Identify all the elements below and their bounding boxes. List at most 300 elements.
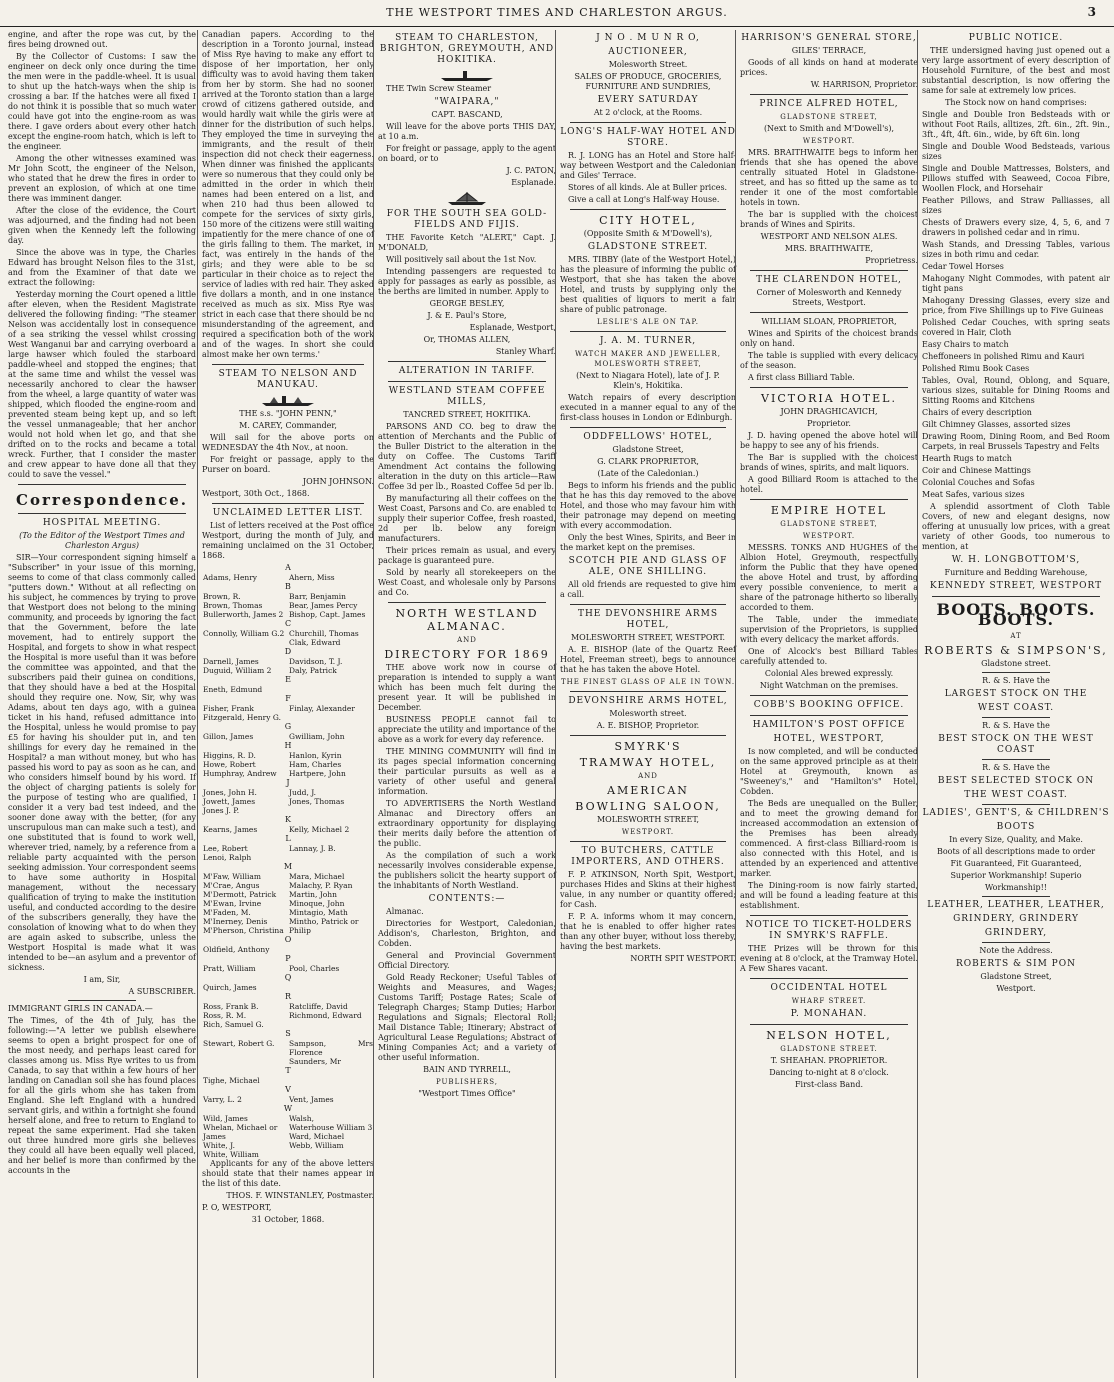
ad-heading: ODDFELLOWS' HOTEL, bbox=[583, 432, 713, 442]
ad-subheading: HOTEL, WESTPORT, bbox=[773, 734, 885, 744]
ad-text: Their prices remain as usual, and every package is guaranteed pure. bbox=[378, 546, 556, 565]
ad-street: MOLESWORTH STREET, bbox=[596, 815, 700, 824]
ad-role: Proprietress. bbox=[865, 256, 918, 265]
ad-text: First-class Band. bbox=[795, 1080, 863, 1089]
ad-text: Intending passengers are requested to apply for passages as early as possible, as the berths are limited in number. Apply to bbox=[378, 267, 556, 296]
ad-signature: J. C. PATON, bbox=[506, 166, 556, 175]
divider bbox=[570, 331, 726, 332]
list-item: Chairs of every description bbox=[922, 408, 1032, 417]
letter-group-heading: Q bbox=[284, 973, 292, 982]
letter-group-heading: F bbox=[285, 694, 291, 703]
divider bbox=[982, 942, 1050, 943]
divider bbox=[750, 270, 908, 271]
list-item: Cedar Towel Horses bbox=[922, 262, 1004, 271]
ad-town: WESTPORT. bbox=[621, 828, 675, 836]
letter-group-heading: R bbox=[284, 992, 292, 1001]
ad-text: A. E. BISHOP (late of the Quartz Reef Hotel, Freeman street), begs to announce that he has taken the above Hotel. bbox=[560, 645, 736, 674]
ad-heading: STEAM TO CHARLESTON, BRIGHTON, GREYMOUTH, AND HOKITIKA. bbox=[379, 33, 555, 65]
ad-text: BEST STOCK ON THE WEST COAST bbox=[938, 734, 1094, 755]
ad-commander: M. CAREY, Commander, bbox=[239, 421, 337, 430]
ad-street: Molesworth street. bbox=[609, 709, 687, 718]
table-cell: M'Pherson, Christina bbox=[203, 926, 284, 935]
table-row bbox=[202, 917, 374, 926]
ad-heading: ROBERTS & SIMPSON'S, bbox=[924, 644, 1108, 657]
list-item: Single and Double Mattresses, Bolsters, and Pillows stuffed with Seaweed, Cocoa Fibre, Woollen Flock, and Horsehair bbox=[922, 164, 1110, 193]
table-cell: M'Inerney, Denis bbox=[203, 917, 268, 926]
table-row bbox=[202, 657, 374, 666]
list-item: Coir and Chinese Mattings bbox=[922, 466, 1031, 475]
ad-heading: WESTLAND STEAM COFFEE MILLS, bbox=[388, 386, 546, 407]
letter-group-table bbox=[202, 964, 374, 973]
letter-group-heading: K bbox=[285, 815, 291, 824]
table-row bbox=[202, 844, 374, 853]
ad-text: Begs to inform his friends and the public that he has this day removed to the above Hotel, and those who may favour him with their patronage may depend on meeting with every accommodation. bbox=[560, 481, 736, 530]
table-row bbox=[202, 573, 374, 582]
ad-text: THE Prizes will be thrown for this evening at 8 o'clock, at the Tramway Hotel. A Few Shares vacant. bbox=[740, 944, 918, 973]
divider bbox=[750, 94, 908, 95]
letter-group-table bbox=[202, 704, 374, 722]
ad-proprietor: P. MONAHAN. bbox=[790, 1009, 868, 1019]
letter-group-table bbox=[202, 825, 374, 834]
divider bbox=[570, 691, 726, 692]
ad-conjunction: AND bbox=[638, 772, 658, 780]
list-item: Cheffoneers in polished Rimu and Kauri bbox=[922, 352, 1085, 361]
table-cell: Lenoi, Ralph bbox=[203, 853, 252, 862]
ad-text: The Dining-room is now fairly started, and will be found a leading feature at this establishment. bbox=[740, 881, 918, 910]
ad-heading: STEAM TO NELSON AND MANUKAU. bbox=[218, 369, 358, 390]
ad-text: The Table, under the immediate supervision of the Proprietors, is supplied with every delicacy the market affords. bbox=[740, 615, 918, 644]
table-cell: Malachy, P. Ryan bbox=[289, 881, 353, 890]
letter-group-heading: S bbox=[285, 1029, 291, 1038]
table-cell: Hartpere, John bbox=[289, 769, 346, 778]
ad-heading: VICTORIA HOTEL. bbox=[761, 392, 897, 405]
ad-captain: CAPT. BASCAND, bbox=[431, 110, 503, 119]
divider bbox=[982, 759, 1050, 760]
table-row bbox=[202, 685, 374, 694]
table-row bbox=[202, 732, 374, 741]
ad-heading: TRAMWAY HOTEL, bbox=[579, 756, 717, 769]
list-item: Colonial Couches and Sofas bbox=[922, 478, 1035, 487]
ad-heading: TO BUTCHERS, CATTLE IMPORTERS, AND OTHERS. bbox=[571, 846, 725, 867]
letter-group-heading: O bbox=[284, 935, 292, 944]
ad-street: Molesworth Street. bbox=[608, 60, 688, 69]
table-cell: Mintagio, Math bbox=[289, 908, 348, 917]
table-row bbox=[202, 1150, 374, 1159]
table-cell: Higgins, R. D. bbox=[203, 751, 256, 760]
ad-text: Colonial Ales brewed expressly. bbox=[764, 669, 894, 678]
article-heading: IMMIGRANT GIRLS IN CANADA.— bbox=[8, 1004, 153, 1013]
table-cell: Jones, John H. bbox=[203, 788, 257, 797]
divider bbox=[750, 499, 908, 500]
article-text: The Times, of the 4th of July, has the following:—"A letter we publish elsewhere seems to open a bright prospect for one of the most needy, and perhaps least cared for classes among us. Miss Rye writes to us from Canada, to say that within a few hours of her landing on Canadian soil she has found places for all the girls whom she has taken from England. She left England with a hundred servant girls, and within a fortnight she found herself alone, and free to return to England to repeat the same experiment. Had she taken out three hundred more girls she believes they could all have been equally well placed, and her belief is more than confirmed by the accounts in the bbox=[8, 1016, 196, 1175]
table-row bbox=[202, 1123, 374, 1132]
table-cell: Finlay, Alexander bbox=[289, 704, 355, 713]
ad-text: The Bar is supplied with the choicest brands of wines, spirits, and malt liquors. bbox=[740, 453, 918, 472]
letter-group-heading: V bbox=[285, 1085, 291, 1094]
letter-group-heading: W bbox=[283, 1104, 293, 1113]
ad-text: Corner of Molesworth and Kennedy Streets, Westport. bbox=[756, 288, 902, 307]
table-cell: Ward, Michael bbox=[289, 1132, 345, 1141]
table-cell: Jowett, James bbox=[203, 797, 256, 806]
column-4 bbox=[555, 30, 740, 1378]
letter-group-table bbox=[202, 872, 374, 935]
ad-heading: LONG'S HALF-WAY HOTEL AND STORE. bbox=[560, 127, 736, 148]
table-cell: Darnell, James bbox=[203, 657, 259, 666]
ad-text: F. P. ATKINSON, North Spit, Westport, purchases Hides and Skins at their highest value, in any number or quantity offered; for Cash. bbox=[560, 870, 736, 909]
table-cell: Humphray, Andrew bbox=[203, 769, 277, 778]
divider bbox=[750, 1024, 908, 1025]
table-cell: Hanlon, Kyrin bbox=[289, 751, 342, 760]
letter-group-heading: M bbox=[283, 862, 293, 871]
list-item: Polished Rimu Book Cases bbox=[922, 364, 1030, 373]
ad-heading: ROBERTS & SIM PON bbox=[956, 959, 1076, 969]
letter-group-heading: J bbox=[286, 778, 290, 787]
ad-heading: J. A. M. TURNER, bbox=[599, 336, 697, 346]
table-cell: Davidson, T. J. bbox=[289, 657, 343, 666]
ad-text: As the compilation of such a work necessarily involves considerable expense, the publishers solicit the hearty support of the inhabitants of North Westland. bbox=[378, 851, 556, 890]
ad-text: For freight or passage, apply to the agent on board, or to bbox=[378, 144, 556, 163]
masthead-title: THE WESTPORT TIMES AND CHARLESTON ARGUS. bbox=[386, 6, 728, 19]
table-row bbox=[202, 964, 374, 973]
table-cell: Brown, R. bbox=[203, 592, 241, 601]
article-text: Canadian papers. According to the description in a Toronto journal, instead of Miss Rye having to make any effort to dispose of her importation, her only difficulty was to avoid having them taken from her by storm. She had no sooner arrived at the Toronto station than a large crowd of citizens gathered outside, and would hardly wait while the girls were at dinner for the distribution of such helps. They employed the time in surveying the immigrants, and the result of their inspection did not check their eagerness. When dinner was finished the applicants were so numerous that they could only be admitted in the order in which their names had been entered on a list, and when 210 had thus been allowed to compete for the services of sixty girls, 150 more of the citizens were still waiting impatiently for the mere chance of one of the girls falling to them. The market, in fact, was entirely in the hands of the girls; and they were able to be so particular in their choice as to reject the service of ladies with red hair. They asked five dollars a month, and in one instance received as much as six. Miss Rye was strict in each case that there should be no misunderstanding of the agreement, and required a specification both of the work and of the wages. In short she could almost make her own terms.' bbox=[202, 30, 374, 359]
table-cell: Duguid, William 2 bbox=[203, 666, 272, 675]
ad-text: PARSONS AND CO. beg to draw the attention of Merchants and the Public of the Buller District to the alteration in the duty on Coffee. The Customs Tariff Amendment Act contains the following alteration in the duty on this article—Raw Coffee 3d per lb., Roasted Coffee 5d per lb. bbox=[378, 422, 556, 491]
ad-text: Will sail for the above ports on WEDNESDAY the 4th Nov., at noon. bbox=[202, 433, 374, 452]
list-item: Polished Cedar Couches, with spring seats covered in Hair, Cloth bbox=[922, 318, 1110, 337]
ad-text: Sold by nearly all storekeepers on the West Coast, and wholesale only by Parsons and Co. bbox=[378, 568, 556, 597]
table-row bbox=[202, 713, 374, 722]
ad-heading: COBB'S BOOKING OFFICE. bbox=[753, 700, 905, 710]
ad-heading: PRINCE ALFRED HOTEL, bbox=[759, 99, 899, 109]
letter-group-heading: T bbox=[285, 1066, 291, 1075]
list-item: Drawing Room, Dining Room, and Bed Room Carpets, in real Brussels Tapestry and Felts bbox=[922, 432, 1110, 451]
list-po: P. O, WESTPORT, bbox=[202, 1203, 272, 1212]
contents-item: General and Provincial Government Official Directory. bbox=[378, 951, 556, 970]
page-number: 3 bbox=[1087, 5, 1096, 19]
list-item: Mahogany Night Commodes, with patent air tight pans bbox=[922, 274, 1110, 293]
letter-title: HOSPITAL MEETING. bbox=[42, 518, 162, 528]
list-item: Hearth Rugs to match bbox=[922, 454, 1012, 463]
ad-date: Westport, 30th Oct., 1868. bbox=[202, 489, 310, 498]
ad-subheading: (Opposite Smith & M'Dowell's), bbox=[583, 229, 713, 238]
divider bbox=[68, 1000, 136, 1001]
ad-conjunction: AND bbox=[457, 636, 477, 644]
ad-heading: NELSON HOTEL, bbox=[766, 1029, 892, 1042]
table-cell: Bear, James Percy bbox=[289, 601, 358, 610]
ad-text: THE undersigned having just opened out a very large assortment of every description of Household Furniture, of the best and most substantial description, is now offering the same for sale at extremely low prices. bbox=[922, 46, 1110, 95]
table-cell bbox=[202, 638, 288, 647]
table-cell: Wild, James bbox=[203, 1114, 248, 1123]
column-5 bbox=[735, 30, 922, 1378]
ad-text: MRS. TIBBY (late of the Westport Hotel,) has the pleasure of informing the public of Westport, that she has taken the above Hotel, and trusts by supplying only the best qualities of liquors to merit a fair share of public patronage. bbox=[560, 255, 736, 314]
ad-town: Westport. bbox=[996, 984, 1036, 993]
table-cell: Clak, Edward bbox=[289, 638, 341, 647]
table-cell: Vent, James bbox=[289, 1095, 334, 1104]
ad-text: LEATHER, LEATHER, LEATHER, bbox=[927, 900, 1105, 910]
ad-ship-name: "WAIPARA," bbox=[434, 97, 500, 107]
ad-text: Fit Guaranteed, Fit Guaranteed, bbox=[950, 859, 1082, 868]
ad-proprietor: WILLIAM SLOAN, PROPRIETOR, bbox=[761, 317, 897, 326]
publisher-names: BAIN AND TYRRELL, bbox=[423, 1065, 511, 1074]
divider bbox=[18, 513, 186, 514]
table-cell: Minoque, John bbox=[289, 899, 345, 908]
divider bbox=[982, 717, 1050, 718]
letter-group-table bbox=[202, 1076, 374, 1085]
letter-group-table bbox=[202, 629, 374, 647]
ad-text: Superior Workmanship! Superio bbox=[950, 871, 1082, 880]
ad-ship-name: THE s.s. "JOHN PENN," bbox=[239, 409, 337, 418]
table-cell: Walsh, bbox=[289, 1114, 314, 1123]
ad-place: Esplanade. bbox=[511, 178, 556, 187]
ad-contact: J. & E. Paul's Store, bbox=[427, 311, 507, 320]
ad-text: LADIES', GENT'S, & CHILDREN'S bbox=[922, 808, 1110, 818]
ad-text: Will positively sail about the 1st Nov. bbox=[386, 255, 537, 264]
table-cell: Ross, Frank B. bbox=[203, 1002, 259, 1011]
article-text: After the close of the evidence, the Court was adjourned, and the finding had not been given when the Kennedy left the following day. bbox=[8, 206, 196, 245]
table-cell: Oldfield, Anthony bbox=[203, 945, 270, 954]
table-cell: Bishop, Capt. James bbox=[289, 610, 366, 619]
table-cell: Daly, Patrick bbox=[289, 666, 337, 675]
ad-heading: HAMILTON'S POST OFFICE bbox=[752, 720, 906, 730]
ad-contact: Or, THOMAS ALLEN, bbox=[423, 335, 511, 344]
letter-group-table bbox=[202, 1039, 374, 1066]
ad-text: MRS. BRAITHWAITE begs to inform her friends that she has opened the above centrally situated Hotel in Gladstone-street, and has so fitted up the same as to render it one of the most comfortable hotels in town. bbox=[740, 148, 918, 207]
ad-text: At 2 o'clock, at the Rooms. bbox=[593, 108, 703, 117]
ad-heading: ALTERATION IN TARIFF. bbox=[398, 366, 536, 376]
ad-text: By manufacturing all their coffees on the West Coast, Parsons and Co. are enabled to supply their superior Coffee, fresh roasted, 2d per lb. below any foreign manufacturers. bbox=[378, 494, 556, 543]
ad-text: R. & S. Have the bbox=[982, 676, 1050, 685]
letter-group-table bbox=[202, 983, 374, 992]
table-cell: Stewart, Robert G. bbox=[203, 1039, 275, 1048]
ad-heading: THE DEVONSHIRE ARMS HOTEL, bbox=[577, 609, 719, 630]
ad-heading: SMYRK'S bbox=[614, 740, 682, 753]
table-cell: Gwilliam, John bbox=[289, 732, 345, 741]
table-cell: Ahern, Miss bbox=[289, 573, 335, 582]
ad-text: The Beds are unequalled on the Buller, and to meet the growing demand for increased accommodation an extension of the Premises has been already commenced. A first-class Billiard-room is also connected with this Hotel, and is attended by an experienced and attentive marker. bbox=[740, 799, 918, 878]
boots-banner: BOOTS. BOOTS. BOOTS. bbox=[936, 600, 1096, 629]
list-signature: THOS. F. WINSTANLEY, Postmaster. bbox=[226, 1191, 374, 1200]
letter-group-heading: E bbox=[285, 675, 291, 684]
ad-heading: NOTICE TO TICKET-HOLDERS IN SMYRK'S RAFFLE. bbox=[745, 920, 913, 941]
letter-group-heading: C bbox=[284, 619, 292, 628]
list-item: Gilt Chimney Glasses, assorted sizes bbox=[922, 420, 1071, 429]
article-text: Among the other witnesses examined was Mr John Scott, the engineer of the Nelson, who stated that he drew the fires in order to prevent an explosion, of which at one time there was imminent danger. bbox=[8, 154, 196, 203]
ad-text: All old friends are requested to give him a call. bbox=[560, 580, 736, 599]
ad-heading: DIRECTORY FOR 1869 bbox=[384, 648, 550, 661]
ad-text: THE Twin Screw Steamer bbox=[386, 84, 492, 93]
ad-heading: DEVONSHIRE ARMS HOTEL, bbox=[568, 696, 728, 706]
ad-proprietor: A. E. BISHOP, Proprietor. bbox=[596, 721, 700, 730]
ad-conjunction: AT bbox=[1010, 632, 1022, 640]
ad-heading: THE CLARENDON HOTEL, bbox=[756, 275, 902, 285]
letter-group-table bbox=[202, 945, 374, 954]
ad-proprietor: MRS. BRAITHWAITE, bbox=[784, 244, 874, 253]
ad-heading: HARRISON'S GENERAL STORE, bbox=[741, 33, 917, 43]
ad-tagline: LESLIE'S ALE ON TAP. bbox=[596, 318, 699, 326]
table-row bbox=[202, 704, 374, 713]
letter-group-table bbox=[202, 592, 374, 619]
letter-signature: A SUBSCRIBER. bbox=[128, 987, 196, 996]
table-cell: Sampson, Mrs Florence bbox=[289, 1039, 373, 1057]
divider bbox=[570, 209, 726, 210]
letter-group-table bbox=[202, 751, 374, 778]
ad-text: THE above work now in course of preparation is intended to supply a want which has been much felt during the present year. It will be published in December. bbox=[378, 663, 556, 712]
table-cell: Whelan, Michael or bbox=[203, 1123, 278, 1132]
table-row bbox=[202, 1095, 374, 1104]
divider bbox=[750, 312, 908, 313]
list-note: Applicants for any of the above letters should state that their names appear in the list of this date. bbox=[202, 1159, 374, 1188]
table-cell: Saunders, Mr bbox=[289, 1057, 341, 1066]
table-cell bbox=[288, 945, 374, 954]
table-cell: Kelly, Michael 2 bbox=[289, 825, 350, 834]
ad-heading: BOWLING SALOON, bbox=[575, 800, 721, 813]
ad-proprietor: JOHN DRAGHICAVICH, bbox=[780, 407, 878, 416]
ad-text: THE WEST COAST. bbox=[964, 790, 1068, 800]
unclaimed-letter-list bbox=[202, 563, 374, 1159]
table-cell bbox=[288, 1020, 374, 1029]
table-cell: Ham, Charles bbox=[289, 760, 342, 769]
ad-heading: J N O . M U N R O, bbox=[596, 33, 700, 43]
list-item: Single and Double Iron Bedsteads with or without Foot Rails, alltizes, 2ft. 6in., 2ft. 9in., 3ft., 4ft, 4ft. 6in., wide, by 6ft 6in. long bbox=[922, 110, 1110, 139]
contents-item: Directories for Westport, Caledonian, Addison's, Charleston, Brighton, and Cobden. bbox=[378, 919, 556, 948]
ad-text: R. J. LONG has an Hotel and Store half-way between Westport and the Caledonian and Giles' Terrace. bbox=[560, 151, 736, 180]
list-item: Chests of Drawers every size, 4, 5, 6, and 7 drawers in polished cedar and in rimu. bbox=[922, 218, 1110, 237]
table-cell: Judd, J. bbox=[289, 788, 317, 797]
ad-text: R. & S. Have the bbox=[982, 763, 1050, 772]
table-row bbox=[202, 666, 374, 675]
column-2 bbox=[197, 30, 378, 1378]
ad-text: A good Billiard Room is attached to the hotel. bbox=[740, 475, 918, 494]
table-row bbox=[202, 890, 374, 899]
article-text: engine, and after the rope was cut, by the fires being drowned out. bbox=[8, 30, 196, 49]
article-text: By the Collector of Customs: I saw the engineer on deck only once during the time the men were in the paddle-wheel. It is usual to shut up the hatch-ways when the ship is crossing a bar. If the hatches were all fixed I do not think it is possible that so much water could have got into the engine-room as was there. I gave orders about every other hatch except the engine-room hatch, which is left to the engineer. bbox=[8, 52, 196, 151]
divider bbox=[570, 841, 726, 842]
ad-text: A splendid assortment of Cloth Table Covers, of new and elegant designs, now offering at unusually low prices, with a great variety of other Goods, too numerous to mention, at bbox=[922, 502, 1110, 551]
table-cell: Eneth, Edmund bbox=[203, 685, 263, 694]
ad-subheading: AUCTIONEER, bbox=[608, 47, 688, 57]
table-cell: White, J. bbox=[203, 1141, 235, 1150]
ad-town: WESTPORT. bbox=[802, 137, 856, 145]
ad-text: Only the best Wines, Spirits, and Beer in the market kept on the premises. bbox=[560, 533, 736, 552]
ad-street: KENNEDY STREET, WESTPORT bbox=[929, 581, 1103, 591]
table-row bbox=[202, 983, 374, 992]
table-cell bbox=[288, 806, 374, 815]
list-item: Feather Pillows, and Straw Palliasses, all sizes bbox=[922, 196, 1110, 215]
letter-group-table bbox=[202, 788, 374, 815]
ad-text: BOOTS bbox=[996, 822, 1036, 832]
table-row bbox=[202, 1076, 374, 1085]
ad-town: WESTPORT. bbox=[802, 532, 856, 540]
ad-subheading: (Next to Smith and M'Dowell's), bbox=[763, 124, 895, 133]
ad-text: Night Watchman on the premises. bbox=[759, 681, 899, 690]
divider bbox=[212, 503, 364, 504]
list-date: 31 October, 1868. bbox=[251, 1215, 325, 1224]
table-cell: Brown, Thomas bbox=[203, 601, 263, 610]
letter-group-table bbox=[202, 844, 374, 862]
ad-contact: Stanley Wharf. bbox=[495, 347, 556, 356]
letter-body: SIR—Your correspondent signing himself a "Subscriber" in your issue of this morning, seems to come of that class commonly called "putters down." Without at all reflecting on his subject, he commences by trying to prove that Westport does not belong to the mining community, and proceeds by ignoring the fact that the Government, before the late movement, had to entirely support the Hospital, and forgets to show in what respect the Hospital is more useful than it was before the committee was appointed, and that the subscribers paid their guinea on conditions, that they should have a bed at the Hospital should they require one. Now, Sir, why was Adams, about ten days ago, with a guinea ticket in his hand, refused admittance into the Hospital, unless he would promise to pay £5 for having his shoulder put in, and ten shillings for every day he remained in the Hospital? a man without money, but who has passed his word to pay as soon as he can, and who considers himself bound by his word. If the object of charging patients is solely for the purpose of testing who are qualified, I consider it a very bad test indeed, and the sooner done away with the better, (for any unscrupulous man can make such a test), and one substituted that is found to work well, wherever tried, namely, by a reference from a reliable party acquainted with the person seeking admission. Your correspondent seems to have some authority in Hospital management, without the necessary qualification of trying to make the institution useful, and conducted according to the desire of the subscribers generally, they have the consolation of knowing what to do when they are again asked to subscribe, unless the Westport Hospital is made what it was intended to be—an asylum and a preventor of sickness. bbox=[8, 553, 196, 972]
divider bbox=[982, 672, 1050, 673]
ad-text: Is now completed, and will be conducted on the same approved principle as at their Hotel at Greymouth, known as "Sweeney's," and "Hamilton's" Hotel, Cobden. bbox=[740, 747, 918, 796]
publisher-label: PUBLISHERS, bbox=[435, 1078, 499, 1086]
table-cell: Pratt, William bbox=[203, 964, 256, 973]
divider bbox=[750, 695, 908, 696]
divider bbox=[212, 364, 364, 365]
table-cell: Lannay, J. B. bbox=[289, 844, 336, 853]
table-cell: Philip bbox=[289, 926, 311, 935]
divider bbox=[18, 484, 186, 485]
column-3 bbox=[373, 30, 560, 1378]
ad-heading: NORTH WESTLAND ALMANAC. bbox=[395, 607, 539, 633]
divider bbox=[570, 122, 726, 123]
table-cell: Mintho, Patrick or bbox=[289, 917, 359, 926]
divider bbox=[750, 715, 908, 716]
ad-text: MESSRS. TONKS AND HUGHES of the Albion Hotel, Greymouth, respectfully inform the Public that they have opened the above Hotel and trust, by affording every possible convenience, to merit a share of the patronage hitherto so liberally accorded to them. bbox=[740, 543, 918, 612]
table-cell: Jones J. P. bbox=[203, 806, 240, 815]
table-row bbox=[202, 945, 374, 954]
ad-text: Note the Address. bbox=[979, 946, 1053, 955]
masthead bbox=[0, 0, 1114, 27]
ad-text: GRINDERY, bbox=[984, 928, 1048, 938]
ad-heading: AMERICAN bbox=[607, 784, 689, 797]
column-1 bbox=[4, 30, 200, 1378]
ad-role: Proprietor. bbox=[807, 419, 851, 428]
ad-heading: OCCIDENTAL HOTEL bbox=[770, 983, 888, 993]
divider bbox=[388, 381, 546, 382]
table-cell: James bbox=[203, 1132, 226, 1141]
ad-text: The table is supplied with every delicacy of the season. bbox=[740, 351, 918, 370]
divider bbox=[570, 735, 726, 736]
table-row bbox=[202, 853, 374, 862]
divider bbox=[982, 804, 1050, 805]
list-item: Mahogany Dressing Glasses, every size and price, from Five Shillings up to Five Guineas bbox=[922, 296, 1110, 315]
table-row bbox=[202, 797, 374, 806]
ad-text: TO ADVERTISERS the North Westland Almanac and Directory offers an extraordinary opportunity for displaying their merits daily before the attention of the public. bbox=[378, 799, 556, 848]
divider bbox=[388, 361, 546, 362]
ad-street: Gladstone Street, bbox=[612, 445, 684, 454]
list-item: Single and Double Wood Bedsteads, various sizes bbox=[922, 142, 1110, 161]
table-row bbox=[202, 610, 374, 619]
letter-group-heading: P bbox=[285, 954, 291, 963]
ad-text: BUSINESS PEOPLE cannot fail to appreciate the utility and importance of the above as a work for every day reference. bbox=[378, 715, 556, 744]
contents-item: Almanac. bbox=[386, 907, 424, 916]
ad-text: Workmanship!! bbox=[984, 883, 1048, 892]
letter-group-table bbox=[202, 1095, 374, 1104]
ad-heading: EMPIRE HOTEL bbox=[770, 504, 888, 517]
table-row bbox=[202, 1057, 374, 1066]
ad-text: Give a call at Long's Half-way House. bbox=[568, 195, 720, 204]
table-row bbox=[202, 629, 374, 638]
ad-street: Gladstone Street, bbox=[980, 972, 1052, 981]
ad-text: Will leave for the above ports THIS DAY, at 10 a.m. bbox=[378, 122, 556, 141]
letter-closing: I am, Sir, bbox=[83, 975, 121, 984]
divider bbox=[932, 596, 1100, 597]
ad-street: GLADSTONE STREET. bbox=[780, 1045, 878, 1053]
ad-heading: FOR THE SOUTH SEA GOLD-FIELDS AND FIJIS. bbox=[386, 209, 548, 230]
ad-text: Stores of all kinds. Ale at Buller prices. bbox=[568, 183, 728, 192]
table-cell bbox=[288, 853, 374, 862]
table-row bbox=[202, 908, 374, 917]
table-cell: Connolly, William G.2 bbox=[203, 629, 285, 638]
table-row bbox=[202, 899, 374, 908]
table-cell: White, William bbox=[203, 1150, 259, 1159]
ad-subheading: WATCH MAKER AND JEWELLER, MOLESWORTH STREET, bbox=[574, 350, 722, 368]
ad-heading: CITY HOTEL, bbox=[599, 214, 697, 227]
list-intro: List of letters received at the Post office Westport, during the month of July, and remaining unclaimed on the 31 October, 1868. bbox=[202, 521, 374, 560]
list-heading: UNCLAIMED LETTER LIST. bbox=[212, 508, 364, 518]
table-cell: Gillon, James bbox=[203, 732, 254, 741]
